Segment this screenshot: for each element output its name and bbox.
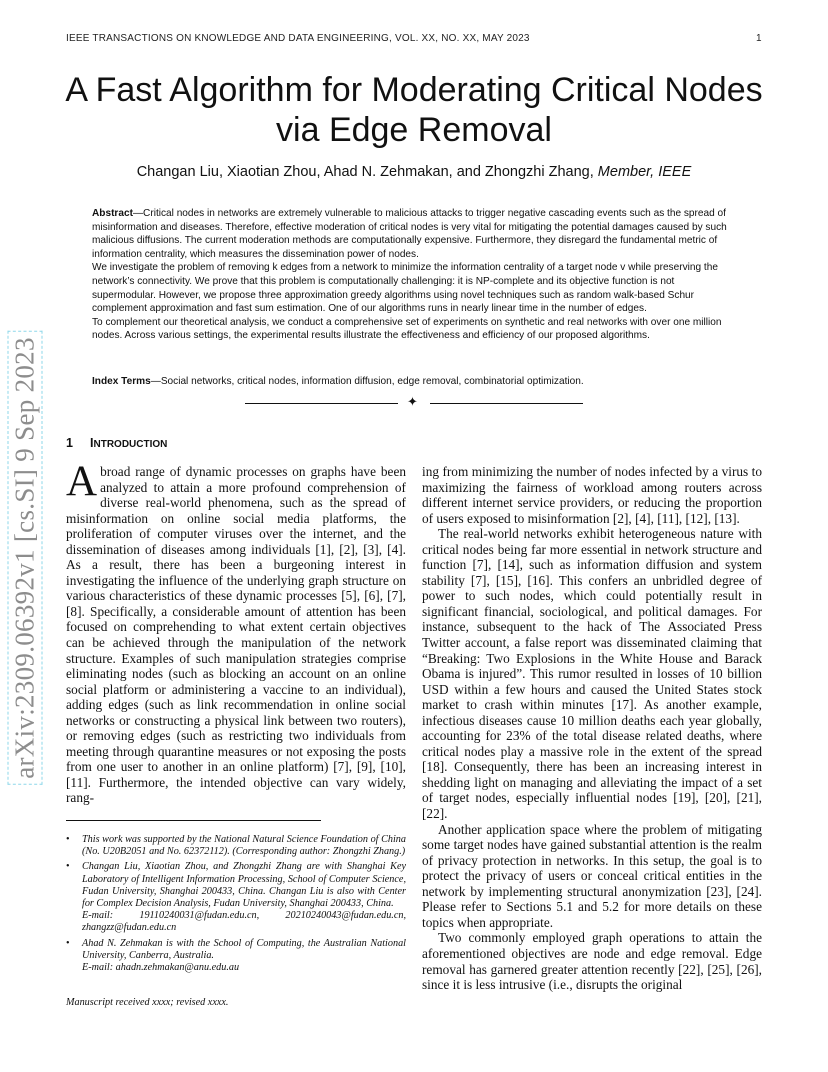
separator-diamond-icon: ✦	[407, 395, 418, 410]
abstract-label: Abstract	[92, 208, 133, 219]
right-paragraph-1: ing from minimizing the number of nodes infected by a virus to maximizing the fairness of workload among routers across different internet service providers, or reducing the proportion of users exposed to misinformation [2], [4], [11], [12], [13].	[422, 464, 762, 526]
section-title-rest: NTRODUCTION	[93, 439, 168, 450]
index-terms-text: —Social networks, critical nodes, information diffusion, edge removal, combinatorial optimization.	[150, 376, 584, 387]
abstract-paragraph-1	[92, 207, 736, 261]
intro-paragraph-1	[66, 458, 406, 806]
footnote-affiliation-anu	[66, 938, 406, 975]
abstract	[92, 207, 736, 343]
manuscript-note: Manuscript received xxxx; revised xxxx.	[66, 997, 229, 1008]
footnote-affiliation-fudan	[66, 861, 406, 934]
footnote-rule	[66, 820, 321, 821]
paper-title	[40, 70, 788, 150]
page-number: 1	[756, 33, 762, 44]
abstract-text-1: —Critical nodes in networks are extremely vulnerable to malicious attacks to trigger negative cascading events such as the spread of misinformation and diseases. Therefore, effective moderation of critical nodes is very vital for mitigating the potential damages caused by such malicious diffusions. The current moderation methods are computationally expensive. Furthermore, they disregard the fundamental metric of information centrality, which measures the dissemination power of nodes.	[92, 208, 727, 260]
right-paragraph-2: The real-world networks exhibit heterogeneous nature with critical nodes being far more essential in network structure and function [7], [14], such as information diffusion and system stability [7], [15], [16]. This confers an unbridled degree of power to such nodes, which could potentially result in significant financial, sociological, and political damages. For instance, subsequent to the hack of The Associated Press Twitter account, a false report was disseminated claiming that “Breaking: Two Explosions in the White House and Barack Obama is injured”. This rumor resulted in losses of 10 billion USD within a few hours and caused the United States stock market to crash within minutes [17]. As another example, infectious diseases cause 10 million deaths each year globally, accounting for 23% of the total disease related deaths, where critical nodes play a massive role in the extent of the spread [18]. Consequently, there has been an increasing interest in shedding light on managing and alleviating the impact of a set of target nodes, especially influential nodes [19], [20], [21], [22].	[422, 526, 762, 822]
separator-rule-right	[430, 403, 583, 404]
footnote-funding: • This work was supported by the National Natural Science Foundation of China (No. U20B2051 and No. 62372112). (Corresponding author: Zhongzhi Zhang.)	[66, 834, 406, 858]
author-membership: Member, IEEE	[597, 164, 692, 180]
author-names: Changan Liu, Xiaotian Zhou, Ahad N. Zehmakan, and Zhongzhi Zhang,	[136, 164, 594, 180]
author-list	[40, 164, 788, 180]
abstract-paragraph-2: We investigate the problem of removing k edges from a network to minimize the information centrality of a target node v while preserving the network’s connectivity. We prove that this problem is computationally challenging: it is NP-complete and its objective function is not supermodular. However, we propose three approximation greedy algorithms using novel techniques such as random walk-based Schur complement approximation and fast sum estimation. One of our algorithms runs in nearly linear time in the number of edges.	[92, 262, 718, 315]
abstract-paragraph-3: To complement our theoretical analysis, we conduct a comprehensive set of experiments on synthetic and real networks with over one million nodes. Across various settings, the experimental results illustrate the effectiveness and efficiency of our proposed algorithms.	[92, 316, 722, 342]
left-column	[66, 458, 406, 806]
drop-cap: A	[66, 458, 98, 505]
separator-rule-left	[245, 403, 398, 404]
right-paragraph-4: Two commonly employed graph operations to attain the aforementioned objectives are node and edge removal. Edge removal has garnered greater attention recently [22], [25], [26], since it is less intrusive (i.e., disrupts the original	[422, 930, 762, 993]
section-title-initial: I	[90, 436, 94, 450]
index-terms-label: Index Terms	[92, 376, 151, 387]
index-terms	[92, 376, 736, 387]
right-paragraph-3: Another application space where the problem of mitigating some target nodes have gained substantial attention is the realm of privacy protection in networks. In this setup, the goal is to protect the privacy of users or conceal critical entities in the network by implementing structural anonymization [23], [24]. Please refer to Sections 5.1 and 5.2 for more details on these topics when appropriate.	[422, 821, 762, 930]
footnote-emails-fudan: E-mail: 19110240031@fudan.edu.cn, 20210240043@fudan.edu.cn, zhangzz@fudan.edu.cn	[82, 910, 406, 934]
title-line-1: A Fast Algorithm for Moderating Critical Nodes	[65, 71, 763, 109]
section-heading	[66, 436, 167, 450]
arxiv-stamp-link[interactable]: arXiv:2309.06392v1 [cs.SI] 9 Sep 2023	[8, 331, 43, 785]
right-column	[422, 464, 762, 993]
running-header: IEEE TRANSACTIONS ON KNOWLEDGE AND DATA ENGINEERING, VOL. XX, NO. XX, MAY 2023	[66, 33, 530, 44]
intro-paragraph-1-text: broad range of dynamic processes on graphs have been analyzed to attain a more profound comprehension of diverse real-world phenomena, such as the spread of misinformation on online social media platforms, the proliferation of computer viruses over the internet, and the dissemination of diseases among individuals [1], [2], [3], [4]. As a result, there has been a burgeoning interest in investigating the influence of the underlying graph structure on various characteristics of these dynamic processes [5], [6], [7], [8]. Specifically, a considerable amount of attention has been focused on comprehending to what extent certain objectives can be achieved through the manipulation of the network structure. Examples of such manipulation strategies comprise eliminating nodes (such as blocking an account on an online social platform or administering a vaccine to an individual), adding edges (such as link recommendation in online social networks or constructing a physical link between two routers), or removing edges (such as restricting two individuals from meeting through quarantine measures or not exposing the posts from one user to another in an online platform) [7], [9], [10], [11]. Furthermore, the intended objective can vary widely, rang-	[66, 464, 406, 806]
footnote-affiliation-fudan-text: Changan Liu, Xiaotian Zhou, and Zhongzhi Zhang are with Shanghai Key Laboratory of Intelligent Information Processing, School of Computer Science, Fudan University, Shanghai 200433, China. Changan Liu is also with Center for Complex Decision Analysis, Fudan University, Shanghai 200433, China.	[82, 861, 406, 910]
section-number: 1	[66, 436, 73, 450]
footnote-email-anu: E-mail: ahadn.zehmakan@anu.edu.au	[82, 962, 240, 974]
footnote-affiliation-anu-text: Ahad N. Zehmakan is with the School of Computing, the Australian National University, Canberra, Australia.	[82, 937, 406, 961]
footnotes	[66, 834, 406, 977]
arxiv-stamp[interactable]	[8, 331, 43, 785]
title-line-2: via Edge Removal	[276, 111, 552, 149]
